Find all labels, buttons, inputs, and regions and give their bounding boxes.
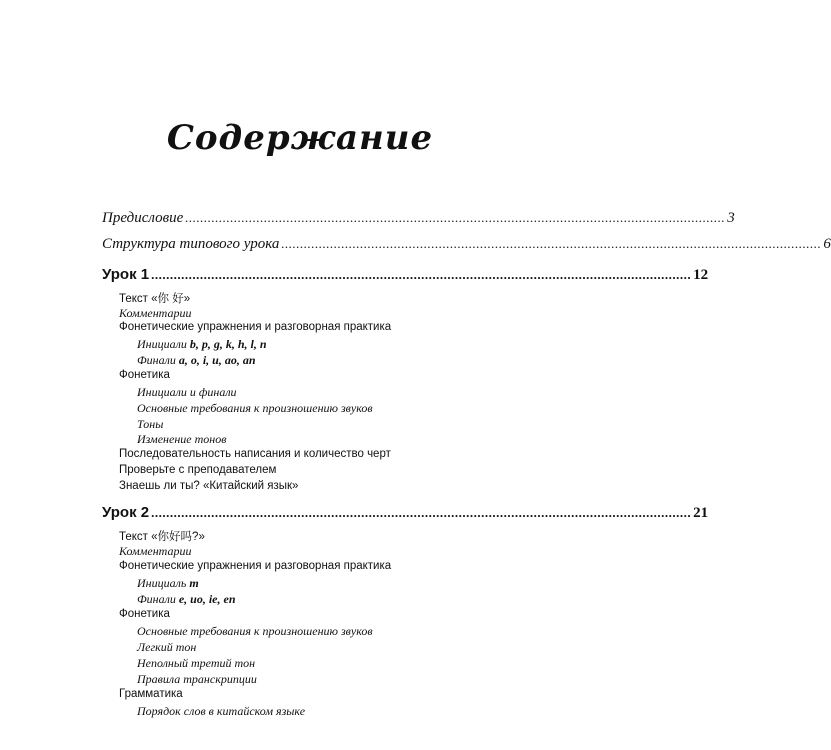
list-item[interactable]: Основные требования к произношению звуков	[137, 624, 373, 638]
item-letters: b, p, g, k, h, l, n	[189, 337, 267, 351]
item-letters: e, uo, ie, en	[178, 592, 236, 606]
list-item[interactable]	[137, 337, 267, 352]
list-item[interactable]: Неполный третий тон	[137, 656, 256, 670]
toc-page-number: 6	[823, 236, 831, 252]
list-item[interactable]: Комментарии	[119, 306, 192, 320]
list-item[interactable]: Текст «你好吗?»	[119, 531, 205, 543]
list-item[interactable]: Текст «你 好»	[119, 293, 191, 305]
toc-page-number: 3	[727, 210, 735, 226]
list-item[interactable]: Фонетические упражнения и разговорная практика	[119, 321, 392, 333]
toc-leader-dots: ................................................................................................................................................	[151, 505, 692, 520]
item-label: Финали	[137, 592, 179, 606]
toc-page-number: 21	[693, 505, 709, 521]
toc-entry-lesson-1[interactable]	[102, 266, 709, 284]
toc-entry-preface[interactable]	[102, 210, 735, 227]
list-item[interactable]: Фонетика	[119, 608, 170, 620]
list-item[interactable]	[137, 576, 199, 591]
item-letters: m	[189, 576, 199, 590]
toc-entry-label: Предисловие	[102, 210, 184, 226]
toc-page-number: 12	[693, 267, 709, 283]
toc-leader-dots: ................................................................................................................................................	[185, 210, 726, 225]
list-item[interactable]: Грамматика	[119, 688, 183, 700]
toc-entry-label: Структура типового урока	[102, 236, 280, 252]
list-item[interactable]	[137, 592, 236, 607]
toc-entry-lesson-2[interactable]	[102, 504, 709, 522]
page-title: Содержание	[166, 118, 434, 158]
list-item[interactable]: Фонетические упражнения и разговорная практика	[119, 560, 392, 572]
list-item[interactable]: Инициали и финали	[137, 385, 237, 399]
item-label: Инициали	[137, 337, 190, 351]
list-item[interactable]: Фонетика	[119, 369, 170, 381]
list-item[interactable]: Порядок слов в китайском языке	[137, 704, 306, 718]
item-letters: a, o, i, u, ao, an	[178, 353, 256, 367]
list-item[interactable]: Легкий тон	[137, 640, 197, 654]
list-item[interactable]: Тоны	[137, 417, 164, 431]
list-item[interactable]: Основные требования к произношению звуков	[137, 401, 373, 415]
list-item[interactable]: Последовательность написания и количество черт	[119, 448, 391, 460]
item-label: Инициаль	[137, 576, 190, 590]
toc-leader-dots: ................................................................................................................................................	[151, 267, 692, 282]
list-item[interactable]: Проверьте с преподавателем	[119, 464, 277, 476]
list-item[interactable]: Изменение тонов	[137, 432, 227, 446]
list-item[interactable]	[137, 353, 256, 368]
toc-entry-structure[interactable]	[102, 236, 831, 253]
lesson-title: Урок 1	[102, 266, 150, 283]
toc-leader-dots: ................................................................................................................................................	[281, 236, 822, 251]
lesson-title: Урок 2	[102, 504, 150, 521]
list-item[interactable]: Комментарии	[119, 544, 192, 558]
list-item[interactable]: Правила транскрипции	[137, 672, 257, 686]
list-item[interactable]: Знаешь ли ты? «Китайский язык»	[119, 480, 299, 492]
item-label: Финали	[137, 353, 179, 367]
